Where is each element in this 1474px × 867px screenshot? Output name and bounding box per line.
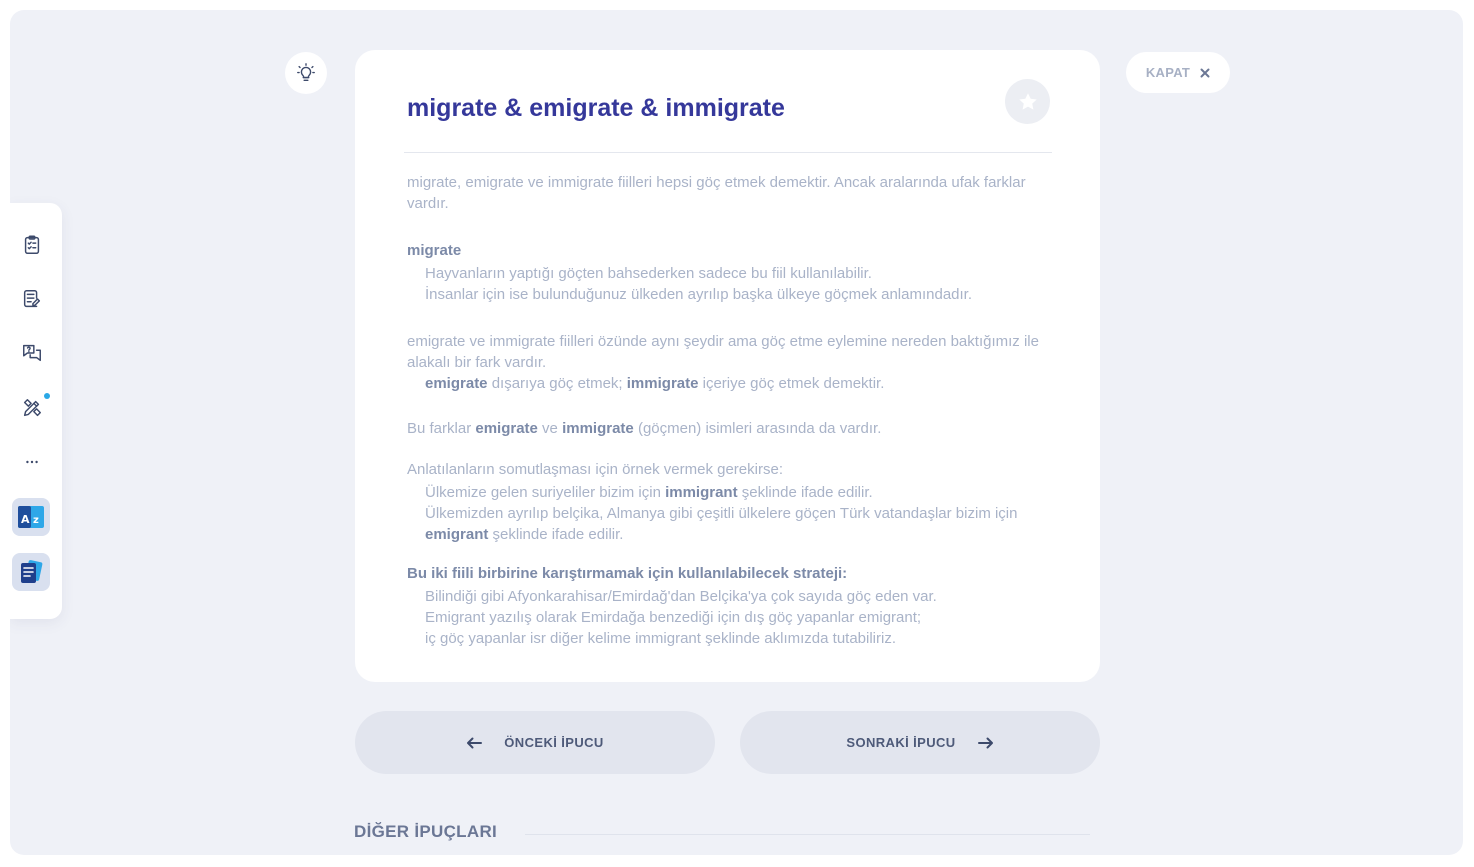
close-icon — [1200, 68, 1210, 78]
sidebar-app-translate[interactable] — [12, 498, 50, 536]
sidebar-item-more[interactable] — [10, 440, 54, 484]
difference-paragraph: emigrate ve immigrate fiilleri özünde aynı şeydir ama göç etme eylemine nereden baktığımız ile alakalı bir fark vardır. — [407, 333, 1039, 371]
lightbulb-icon — [295, 62, 317, 84]
close-button[interactable] — [1126, 52, 1230, 93]
tips-bulb-button[interactable] — [285, 52, 327, 94]
app-frame — [10, 10, 1463, 855]
noun-paragraph: Bu farklar emigrate ve immigrate (göçmen) isimleri arasında da vardır. — [407, 420, 882, 437]
more-dots-icon — [21, 451, 43, 473]
migrate-line-2: İnsanlar için ise bulunduğunuz ülkeden ayrılıp başka ülkeye göçmek anlamındadır. — [425, 286, 973, 303]
example-heading: Anlatılanların somutlaşması için örnek vermek gerekirse: — [407, 461, 783, 478]
tip-title: migrate & emigrate & immigrate — [407, 94, 785, 122]
next-tip-button[interactable] — [740, 711, 1100, 774]
left-sidebar — [10, 203, 62, 619]
star-icon — [1017, 91, 1039, 113]
strategy-line-1: Bilindiği gibi Afyonkarahisar/Emirdağ'dan Belçika'ya çok sayıda göç eden var. — [425, 588, 937, 605]
example-line-1: Ülkemize gelen suriyeliler bizim için immigrant şeklinde ifade edilir. — [425, 484, 873, 501]
arrow-right-icon — [978, 737, 994, 749]
tip-card — [355, 50, 1100, 682]
tip-content — [407, 172, 1067, 649]
arrow-left-icon — [466, 737, 482, 749]
example-line-2: Ülkemizden ayrılıp belçika, Almanya gibi çeşitli ülkelere göçen Türk vatandaşlar bizim için emigrant şeklinde ifade edilir. — [425, 505, 1018, 543]
other-tips-title: DİĞER İPUÇLARI — [354, 822, 498, 841]
title-divider — [404, 152, 1052, 153]
sidebar-item-questions[interactable] — [10, 331, 54, 375]
section-divider — [525, 834, 1090, 835]
previous-tip-button[interactable] — [355, 711, 715, 774]
migrate-heading: migrate — [407, 242, 462, 259]
favorite-button[interactable] — [1005, 79, 1050, 124]
strategy-heading: Bu iki fiili birbirine karıştırmamak için kullanılabilecek strateji: — [407, 565, 848, 582]
tools-icon — [21, 397, 43, 419]
strategy-line-3: iç göç yapanlar isr diğer kelime immigrant şeklinde aklımızda tutabiliriz. — [425, 630, 897, 647]
svg-text:A: A — [21, 513, 30, 526]
translate-app-icon — [17, 504, 45, 530]
notification-badge — [44, 393, 50, 399]
migrate-line-1: Hayvanların yaptığı göçten bahsederken sadece bu fiil kullanılabilir. — [425, 265, 872, 282]
intro-paragraph: migrate, emigrate ve immigrate fiilleri hepsi göç etmek demektir. Ancak aralarında ufak farklar vardır. — [407, 174, 1026, 212]
sidebar-app-documents[interactable] — [12, 553, 50, 591]
question-chat-icon — [21, 342, 43, 364]
clipboard-checklist-icon — [21, 234, 43, 256]
next-tip-label: SONRAKİ İPUCU — [846, 735, 956, 750]
sidebar-item-tests[interactable] — [10, 223, 54, 267]
close-label: KAPAT — [1145, 65, 1191, 80]
notes-icon — [21, 288, 43, 310]
previous-tip-label: ÖNCEKİ İPUCU — [504, 735, 604, 750]
difference-line: emigrate dışarıya göç etmek; immigrate içeriye göç etmek demektir. — [425, 375, 885, 392]
sidebar-item-notes[interactable] — [10, 277, 54, 321]
document-app-icon — [17, 558, 45, 586]
strategy-line-2: Emigrant yazılış olarak Emirdağa benzediği için dış göç yapanlar emigrant; — [425, 609, 922, 626]
svg-text:z: z — [33, 515, 39, 526]
